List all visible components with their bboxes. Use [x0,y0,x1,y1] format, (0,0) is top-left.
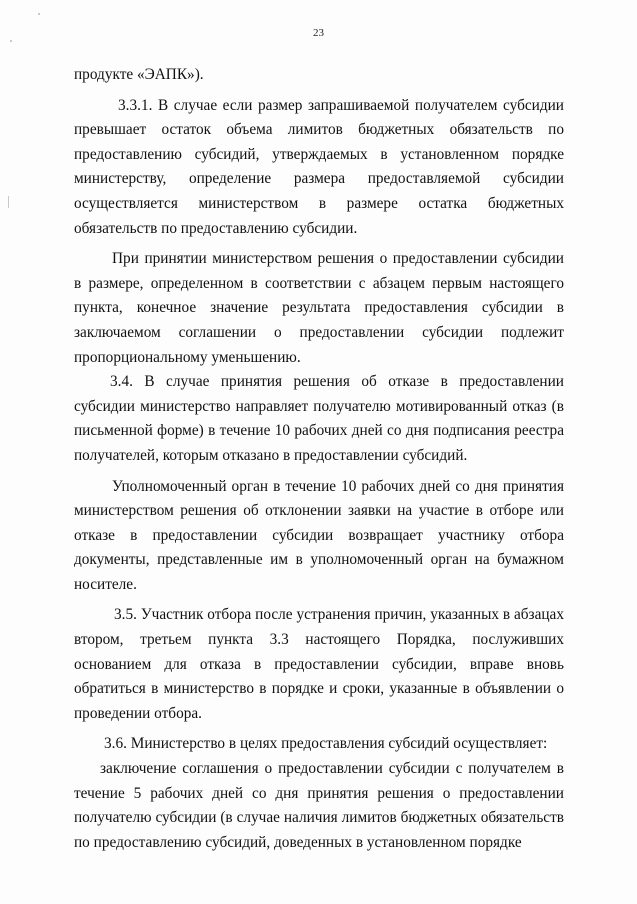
body-text [74,63,564,855]
scan-speck [38,13,40,15]
paragraph-authorized-body: Уполномоченный орган в течение 10 рабочих дней со дня принятия министерством решения об отклонении заявки на участие в отборе или отказе в предоставлении субсидии возвращает участнику отбора документы, представленные им в уполномоченный орган на бумажном носителе. [74,477,564,593]
paragraph-proportional-reduction: При принятии министерством решения о предоставлении субсидии в размере, определенном в соответствии с абзацем первым настоящего пункта, конечное значение результата предоставления субсидии в заключаемом соглашении о предоставлении субсидии подлежит пропорциональному уменьшению. [74,250,564,366]
paragraph-3-4: 3.4. В случае принятия решения об отказе в предоставлении субсидии министерство направляет получателю мотивированный отказ (в письменной форме) в течение 10 рабочих дней со дня подписания реестра получателей, которым отказано в предоставлении субсидий. [74,373,564,464]
scan-edge-mark [8,196,9,208]
page-number: 23 [313,27,324,39]
scan-speck [10,40,12,42]
paragraph-3-6: 3.6. Министерство в целях предоставления субсидий осуществляет: [104,735,548,753]
paragraph-continuation: продукте «ЭАПК»). [74,66,204,83]
paragraph-3-3-1: 3.3.1. В случае если размер запрашиваемой получателем субсидии превышает остаток объема лимитов бюджетных обязательств по предоставлению субсидий, утверждаемых в установленном порядке министерству, определение размера предоставляемой субсидии осуществляется министерством в размере остатка бюджетных обязательств по предоставлению субсидии. [74,96,564,237]
paragraph-3-5: 3.5. Участник отбора после устранения причин, указанных в абзацах втором, третьем пункта 3.3 настоящего Порядка, послуживших основанием для отказа в предоставлении субсидии, вправе вновь обратиться в министерство в порядке и сроки, указанные в объявлении о проведении отбора. [74,606,564,722]
paragraph-agreement: заключение соглашения о предоставлении субсидии с получателем в течение 5 рабочих дней со дня принятия решения о предоставлении получателю субсидии (в случае наличия лимитов бюджетных обязательств по предоставлению субсидий, доведенных в установленном порядке [74,760,564,851]
